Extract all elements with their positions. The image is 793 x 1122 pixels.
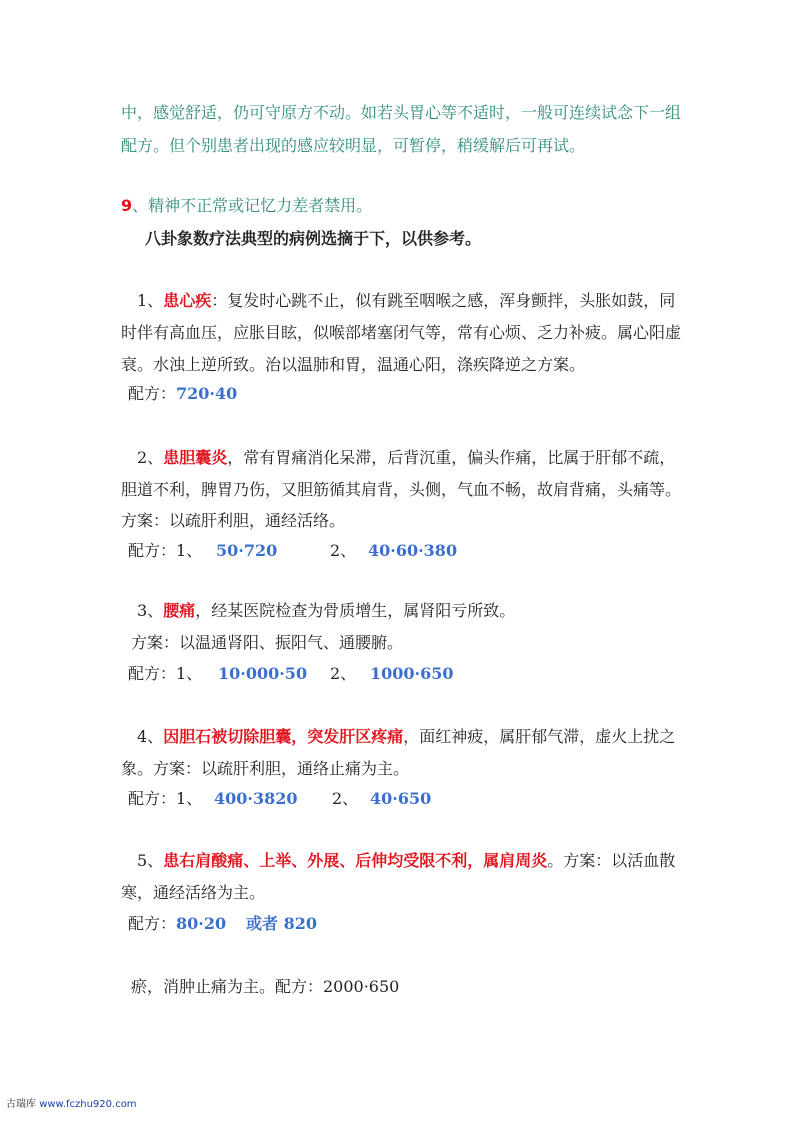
case-3-recipe-1-label: 1、 [176,664,203,683]
footer-site-link[interactable]: www.fczhu920.com [39,1099,137,1110]
case-5-recipe-label: 配方： [128,914,177,933]
case-1-recipe-value: 720·40 [176,384,238,403]
case-4-text: ，面红神疲，属肝郁气滞，虚火上扰之 [403,727,676,746]
case-3-text: ，经某医院检查为骨质增生，属肾阳亏所致。 [195,601,516,620]
case-2-recipe [128,541,202,561]
case-1-recipe [128,384,237,404]
case-2-text: ，常有胃痛消化呆滞，后背沉重，偏头作痛，比属于肝郁不疏， [227,448,676,467]
item-9-text: 、精神不正常或记忆力差者禁用。 [132,196,373,215]
case-1-line-1 [137,291,675,311]
case-2-line-3: 方案：以疏肝利胆，通经活络。 [121,511,346,530]
case-2-line-2: 胆道不利，脾胃乃伤，又胆筋循其肩背，头侧，气血不畅，故肩背痛，头痛等。 [121,480,682,499]
case-2-prefix: 2、 [137,448,164,467]
case-2-line-1 [137,448,675,468]
case-5-title: 患右肩酸痛、上举、外展、后伸均受限不利，属肩周炎 [163,851,548,870]
case-3-prefix: 3、 [137,601,164,620]
case-2-title: 患胆囊炎 [163,448,228,467]
case-3-recipe-2: 1000·650 [370,664,454,683]
case-3-recipe-1: 10·000·50 [218,664,308,683]
case-5-recipe [128,914,226,934]
case-5-line-2: 寒，通经活络为主。 [121,883,266,902]
case-5-recipe-1: 80·20 [176,914,227,933]
case-2-recipe-1-label: 1、 [176,541,203,560]
case-4-recipe-2-label: 2、 [332,789,359,808]
case-4-recipe-1-label: 1、 [176,789,203,808]
case-4-line-2: 象。方案：以疏肝利胆，通络止痛为主。 [121,759,410,778]
item-9 [121,196,372,216]
case-2-recipe-1: 50·720 [216,541,278,560]
case-4-recipe-1: 400·3820 [214,789,298,808]
last-line: 瘀，消肿止痛为主。配方：2000·650 [131,977,400,996]
case-3-recipe-label: 配方： [128,664,177,683]
case-1-line-3: 衰。水浊上逆所致。治以温肺和胃，温通心阳，涤疾降逆之方案。 [121,355,586,374]
case-4-line-1 [137,727,675,747]
case-2-recipe-2-label: 2、 [330,541,357,560]
case-4-title: 因胆石被切除胆囊，突发肝区疼痛 [163,727,404,746]
intro-line-1: 中，感觉舒适，仍可守原方不动。如若头胃心等不适时，一般可连续试念下一组 [121,103,682,122]
case-1-title: 患心疾 [163,291,212,310]
case-1-prefix: 1、 [137,291,164,310]
case-5-text: 。方案：以活血散 [547,851,676,870]
case-5-recipe-2: 或者 820 [246,914,317,933]
footer-brand: 古瑞库 [6,1099,36,1110]
footer [6,1098,137,1112]
item-9-number: 9 [121,196,133,215]
case-3-line-1 [137,601,515,621]
case-3-recipe-2-label: 2、 [330,664,357,683]
case-4-recipe-label: 配方： [128,789,177,808]
case-3-recipe [128,664,202,684]
case-1-text: ：复发时心跳不止，似有跳至咽喉之感，浑身颤拌，头胀如鼓，同 [211,291,676,310]
case-5-prefix: 5、 [137,851,164,870]
case-4-prefix: 4、 [137,727,164,746]
case-1-recipe-label: 配方： [128,384,177,403]
case-4-recipe [128,789,202,809]
case-5-line-1 [137,851,675,871]
case-1-line-2: 时伴有高血压，应胀目眩，似喉部堵塞闭气等，常有心烦、乏力补疲。属心阳虚 [121,323,682,342]
case-2-recipe-2: 40·60·380 [368,541,458,560]
intro-line-2: 配方。但个别患者出现的感应较明显，可暂停，稍缓解后可再试。 [121,136,586,155]
case-3-title: 腰痛 [163,601,196,620]
case-4-recipe-2: 40·650 [370,789,432,808]
case-2-recipe-label: 配方： [128,541,177,560]
case-3-line-2: 方案：以温通肾阳、振阳气、通腰腑。 [131,633,404,652]
section-heading: 八卦象数疗法典型的病例选摘于下，以供参考。 [145,229,482,248]
